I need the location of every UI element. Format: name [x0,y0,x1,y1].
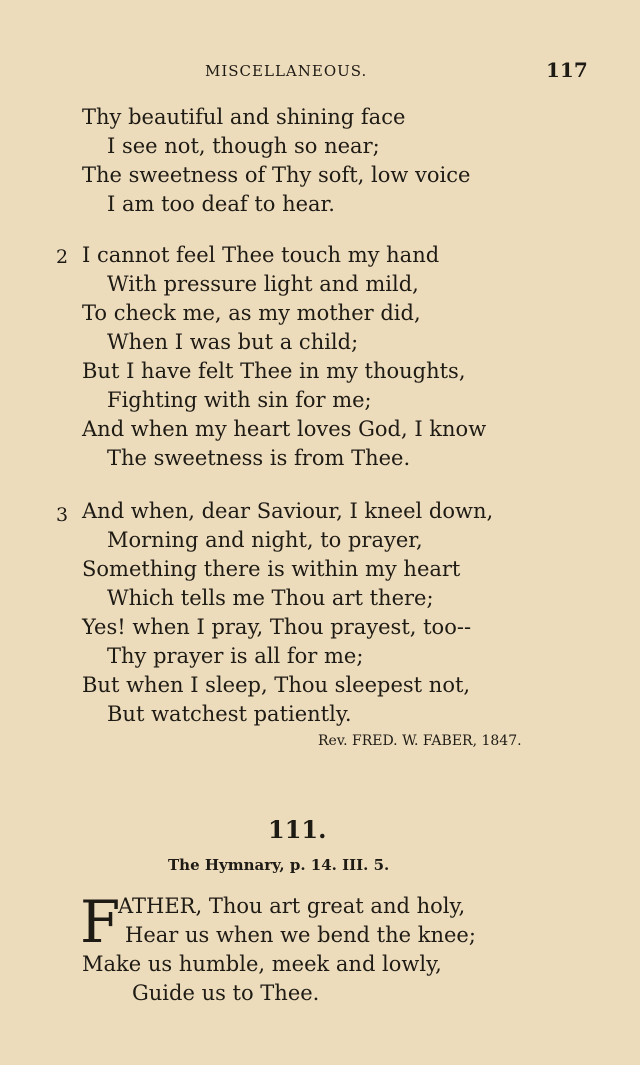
stanza3-line-5: Yes! when I pray, Thou prayest, too-- [82,615,472,639]
stanza1-line-4: I am too deaf to hear. [107,192,335,216]
stanza3-line-2: Morning and night, to prayer, [107,528,423,552]
stanza2-line-6: Fighting with sin for me; [107,388,372,412]
stanza2-line-5: But I have felt Thee in my thoughts, [82,359,466,383]
stanza3-line-4: Which tells me Thou art there; [107,586,434,610]
stanza1-line-2: I see not, though so near; [107,134,380,158]
hymn111-line-4: Guide us to Thee. [132,981,320,1005]
hymn-attribution: Rev. FRED. W. FABER, 1847. [318,733,522,749]
stanza2-line-1: I cannot feel Thee touch my hand [82,243,440,267]
stanza1-line-1: Thy beautiful and shining face [82,105,406,129]
drop-cap: F [80,888,121,956]
stanza2-line-4: When I was but a child; [107,330,359,354]
stanza3-line-6: Thy prayer is all for me; [107,644,364,668]
page-number: 117 [546,58,588,82]
stanza2-line-3: To check me, as my mother did, [82,301,421,325]
stanza3-line-3: Something there is within my heart [82,557,461,581]
stanza2-line-7: And when my heart loves God, I know [82,417,487,441]
running-header: MISCELLANEOUS. [205,62,368,80]
stanza3-line-7: But when I sleep, Thou sleepest not, [82,673,471,697]
hymn-number: 111. [268,815,327,844]
stanza2-number: 2 [56,246,69,268]
stanza1-line-3: The sweetness of Thy soft, low voice [82,163,471,187]
stanza3-line-8: But watchest patiently. [107,702,352,726]
hymn111-line-2: Hear us when we bend the knee; [125,923,476,947]
hymn111-line-1: ATHER, Thou art great and holy, [118,894,466,918]
stanza3-line-1: And when, dear Saviour, I kneel down, [82,499,494,523]
stanza2-line-2: With pressure light and mild, [107,272,419,296]
hymn111-line-3: Make us humble, meek and lowly, [82,952,442,976]
stanza3-number: 3 [56,504,69,526]
stanza2-line-8: The sweetness is from Thee. [107,446,411,470]
tune-reference: The Hymnary, p. 14. III. 5. [168,856,390,874]
